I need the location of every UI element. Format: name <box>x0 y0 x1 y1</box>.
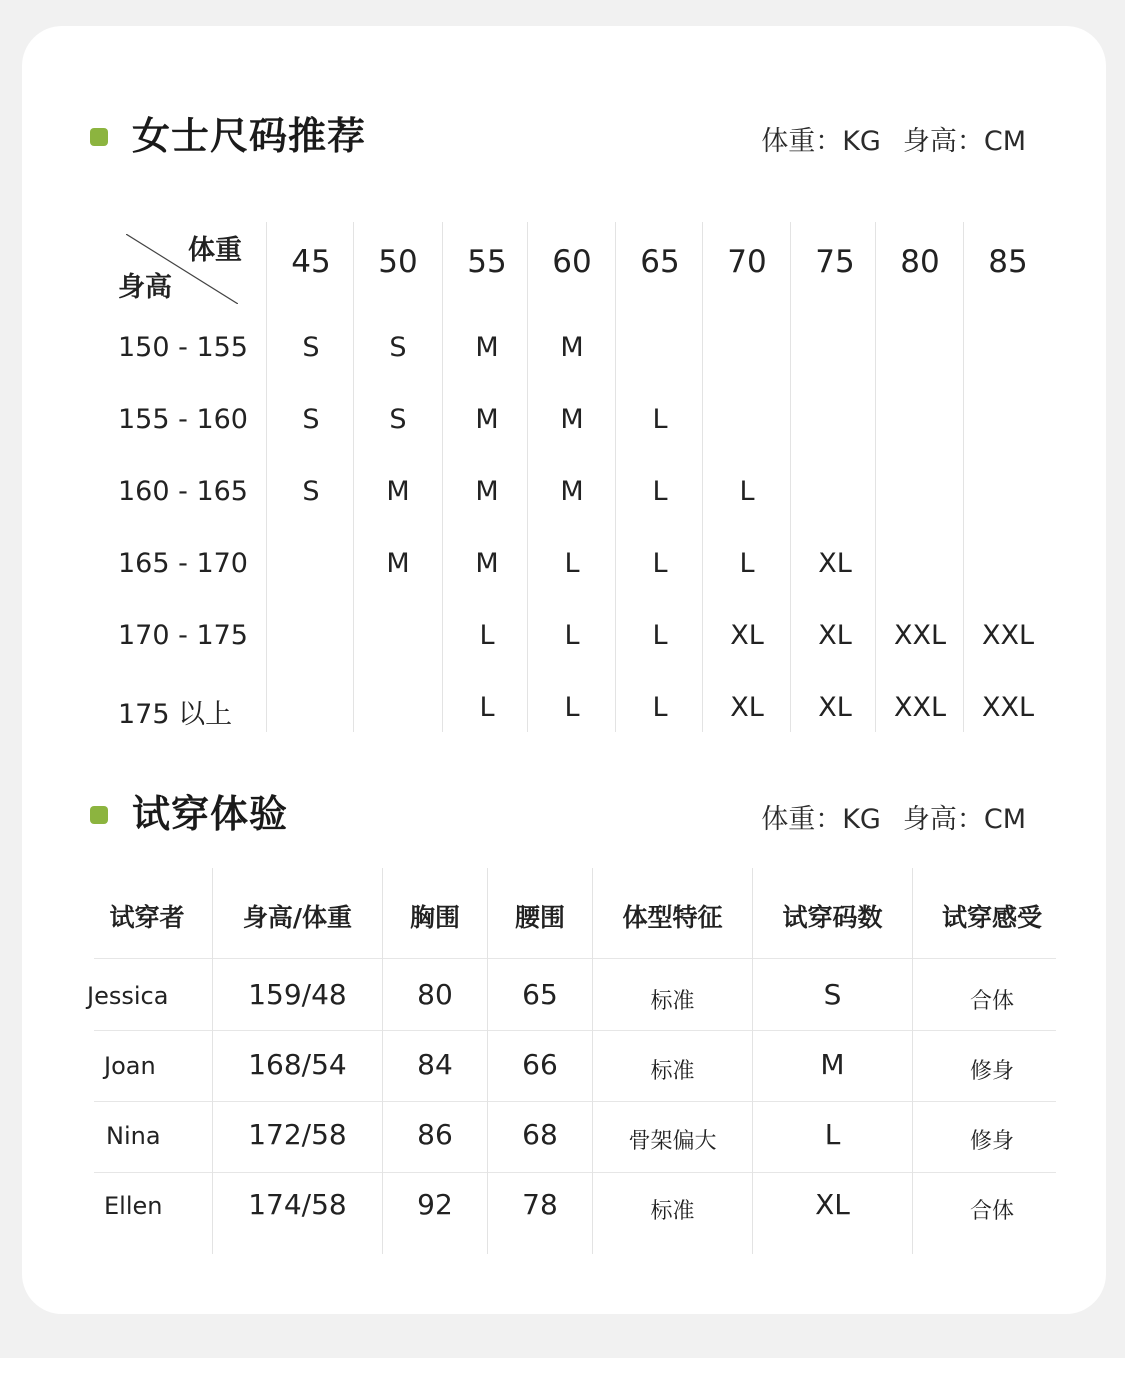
tester-name: Joan <box>104 1052 156 1080</box>
size-cell: M <box>560 476 584 507</box>
chest-value: 84 <box>417 1048 453 1081</box>
weight-column <box>266 222 355 732</box>
size-cell: XXL <box>981 692 1035 723</box>
height-weight-column <box>212 868 382 1254</box>
chest-value: 92 <box>417 1188 453 1221</box>
weight-header: 60 <box>552 244 592 280</box>
weight-header: 85 <box>988 244 1028 280</box>
size-cell: XL <box>818 620 852 651</box>
column-header: 试穿码数 <box>782 903 883 932</box>
body-type-value: 标准 <box>650 1059 695 1084</box>
column-header: 试穿者 <box>109 903 185 932</box>
size-cell: L <box>652 548 668 579</box>
trial-size-value: S <box>823 978 842 1011</box>
size-cell: S <box>389 404 407 435</box>
size-cell: L <box>564 620 580 651</box>
size-cell: XXL <box>893 620 947 651</box>
corner-weight-label: 体重 <box>188 235 242 266</box>
column-header: 体型特征 <box>622 903 723 932</box>
size-cell: L <box>479 620 495 651</box>
trial-size-value: M <box>820 1048 845 1081</box>
table-corner-header <box>118 228 242 304</box>
waist-value: 65 <box>522 978 558 1011</box>
height-unit: 身高：CM <box>902 804 1026 835</box>
waist-value: 66 <box>522 1048 558 1081</box>
section-bullet-icon <box>90 128 108 146</box>
column-header: 试穿感受 <box>941 903 1042 932</box>
body-type-value: 标准 <box>650 989 695 1014</box>
trial-experience-header <box>22 788 1106 848</box>
size-cell: L <box>479 692 495 723</box>
size-cell: S <box>302 404 320 435</box>
size-cell: XL <box>818 548 852 579</box>
weight-column <box>353 222 442 732</box>
size-cell: L <box>739 548 755 579</box>
waist-value: 68 <box>522 1118 558 1151</box>
weight-column <box>527 222 616 732</box>
weight-column <box>702 222 791 732</box>
fit-feeling-column <box>912 868 1071 1254</box>
size-table <box>22 222 1106 742</box>
fit-feeling-value: 合体 <box>969 1199 1014 1224</box>
size-cell: S <box>389 332 407 363</box>
units-note <box>761 124 1026 160</box>
size-cell: M <box>386 548 410 579</box>
size-cell: M <box>475 476 499 507</box>
weight-header: 75 <box>815 244 855 280</box>
size-cell: S <box>302 476 320 507</box>
trial-size-value: XL <box>815 1188 850 1221</box>
weight-header: 70 <box>727 244 767 280</box>
section-title: 试穿体验 <box>132 792 289 836</box>
column-header: 身高/体重 <box>242 903 353 932</box>
trial-table <box>22 868 1106 1258</box>
size-cell: L <box>739 476 755 507</box>
column-header: 腰围 <box>514 903 565 932</box>
waist-column <box>487 868 592 1254</box>
size-cell: L <box>652 620 668 651</box>
body-type-value: 骨架偏大 <box>628 1129 717 1154</box>
section-bullet-icon <box>90 806 108 824</box>
size-cell: L <box>652 476 668 507</box>
trial-size-value: L <box>824 1118 841 1151</box>
size-cell: XL <box>818 692 852 723</box>
size-cell: XL <box>730 692 764 723</box>
size-cell: XXL <box>893 692 947 723</box>
size-cell: L <box>564 692 580 723</box>
size-cell: XL <box>730 620 764 651</box>
size-recommendation-header <box>22 110 1106 170</box>
size-cell: M <box>475 548 499 579</box>
corner-height-label: 身高 <box>118 272 172 303</box>
chest-column <box>382 868 487 1254</box>
size-cell: M <box>560 332 584 363</box>
size-cell: M <box>560 404 584 435</box>
height-unit: 身高：CM <box>902 126 1026 157</box>
chest-value: 86 <box>417 1118 453 1151</box>
height-weight-value: 172/58 <box>248 1118 347 1151</box>
size-cell: L <box>564 548 580 579</box>
size-cell: M <box>386 476 410 507</box>
size-cell: XXL <box>981 620 1035 651</box>
section-title: 女士尺码推荐 <box>132 114 367 158</box>
waist-value: 78 <box>522 1188 558 1221</box>
size-guide-card <box>22 26 1106 1314</box>
weight-column <box>442 222 531 732</box>
body-type-value: 标准 <box>650 1199 695 1224</box>
tester-name: Jessica <box>87 982 169 1010</box>
weight-unit: 体重：KG <box>761 126 881 157</box>
trial-size-column <box>752 868 912 1254</box>
size-cell: S <box>302 332 320 363</box>
weight-header: 65 <box>640 244 680 280</box>
height-range-label: 150 - 155 <box>118 332 248 363</box>
tester-name: Nina <box>106 1122 161 1150</box>
bottom-band <box>0 1358 1125 1380</box>
size-cell: L <box>652 404 668 435</box>
size-cell: M <box>475 404 499 435</box>
height-weight-value: 168/54 <box>248 1048 347 1081</box>
weight-column <box>963 222 1052 732</box>
height-range-label: 155 - 160 <box>118 404 248 435</box>
weight-header: 80 <box>900 244 940 280</box>
tester-column <box>82 868 212 1254</box>
height-range-label: 170 - 175 <box>118 620 248 651</box>
fit-feeling-value: 修身 <box>969 1129 1014 1154</box>
weight-unit: 体重：KG <box>761 804 881 835</box>
weight-header: 55 <box>467 244 507 280</box>
size-cell: M <box>475 332 499 363</box>
tester-name: Ellen <box>104 1192 163 1220</box>
weight-header: 50 <box>378 244 418 280</box>
height-weight-value: 174/58 <box>248 1188 347 1221</box>
height-weight-value: 159/48 <box>248 978 347 1011</box>
height-range-label: 165 - 170 <box>118 548 248 579</box>
weight-column <box>790 222 879 732</box>
body-type-column <box>592 868 752 1254</box>
column-header: 胸围 <box>409 903 460 932</box>
fit-feeling-value: 修身 <box>969 1059 1014 1084</box>
weight-column <box>875 222 964 732</box>
size-cell: L <box>652 692 668 723</box>
weight-header: 45 <box>291 244 331 280</box>
weight-column <box>615 222 704 732</box>
fit-feeling-value: 合体 <box>969 989 1014 1014</box>
height-range-label: 160 - 165 <box>118 476 248 507</box>
chest-value: 80 <box>417 978 453 1011</box>
units-note <box>761 802 1026 838</box>
height-range-label: 175 以上 <box>118 699 233 730</box>
